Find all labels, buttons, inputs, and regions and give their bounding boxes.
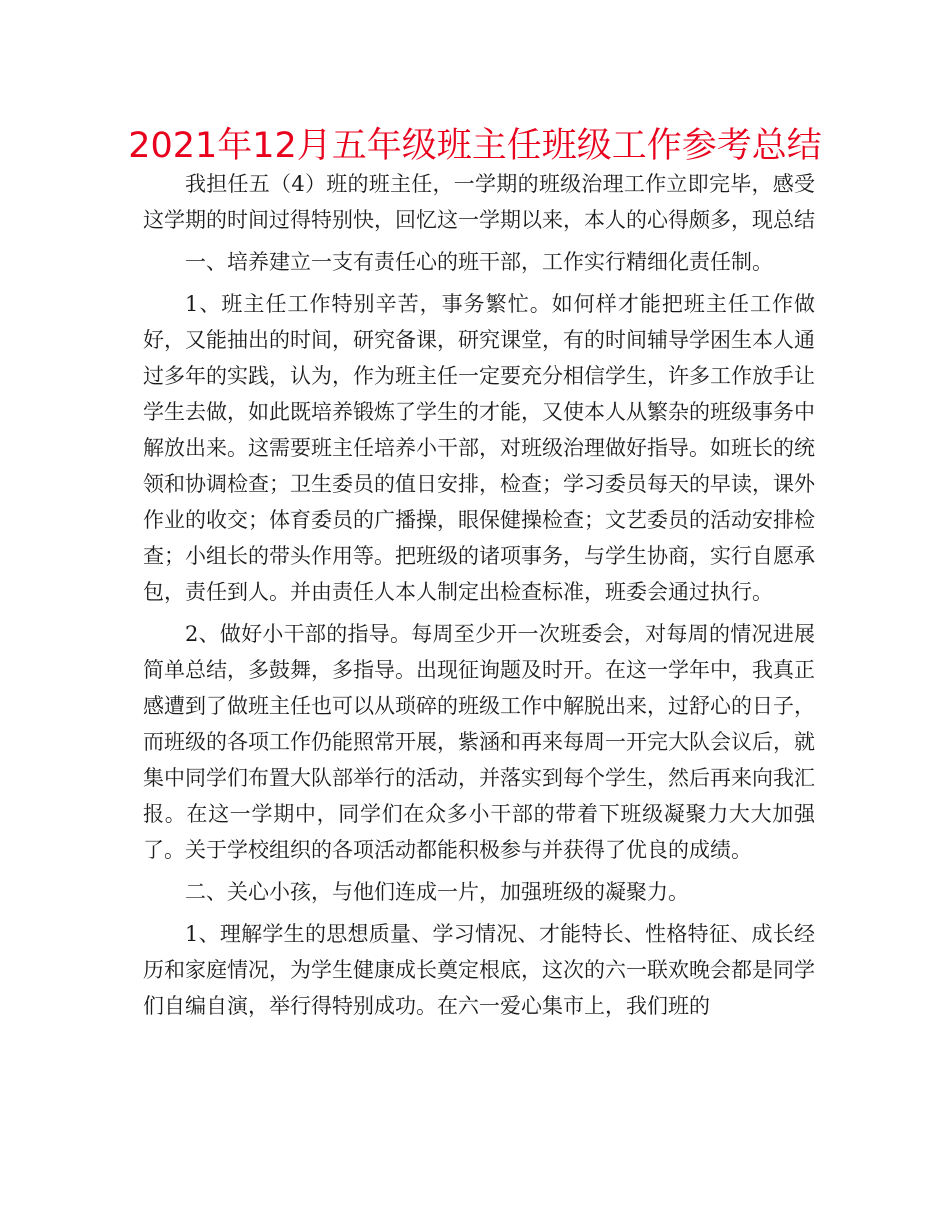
paragraph-intro: 我担任五（4）班的班主任，一学期的班级治理工作立即完毕，感受这学期的时间过得特别快，回忆这一学期以来，本人的心得颇多，现总结	[143, 172, 815, 232]
paragraph-section-1-heading: 一、培养建立一支有责任心的班干部，工作实行精细化责任制。	[185, 250, 773, 274]
document-title: 2021年12月五年级班主任班级工作参考总结	[128, 126, 822, 166]
paragraph-section-1-item-1: 1、班主任工作特别辛苦，事务繁忙。如何样才能把班主任工作做好，又能抽出的时间，研究备课，研究课堂，有的时间辅导学困生本人通过多年的实践，认为，作为班主任一定要充分相信学生，许多工作放手让学生去做，如此既培养锻炼了学生的才能，又使本人从繁杂的班级事务中解放出来。这需要班主任培养小干部，对班级治理做好指导。如班长的统领和协调检查；卫生委员的值日安排，检查；学习委员每天的早读，课外作业的收交；体育委员的广播操，眼保健操检查；文艺委员的活动安排检查；小组长的带头作用等。把班级的诸项事务，与学生协商，实行自愿承包，责任到人。并由责任人本人制定出检查标准，班委会通过执行。	[143, 292, 815, 604]
paragraph-section-2-item-1: 1、理解学生的思想质量、学习情况、才能特长、性格特征、成长经历和家庭情况，为学生健康成长奠定根底，这次的六一联欢晚会都是同学们自编自演，举行得特别成功。在六一爱心集市上，我们班的	[143, 922, 815, 1018]
paragraph-section-2-heading: 二、关心小孩，与他们连成一片，加强班级的凝聚力。	[185, 880, 689, 904]
document-body	[143, 166, 815, 1024]
paragraph-section-1-item-2: 2、做好小干部的指导。每周至少开一次班委会，对每周的情况进展简单总结，多鼓舞，多指导。出现征询题及时开。在这一学年中，我真正感遭到了做班主任也可以从琐碎的班级工作中解脱出来，过舒心的日子，而班级的各项工作仍能照常开展，紫涵和再来每周一开完大队会议后，就集中同学们布置大队部举行的活动，并落实到每个学生，然后再来向我汇报。在这一学期中，同学们在众多小干部的带着下班级凝聚力大大加强了。关于学校组织的各项活动都能积极参与并获得了优良的成绩。	[143, 622, 815, 862]
